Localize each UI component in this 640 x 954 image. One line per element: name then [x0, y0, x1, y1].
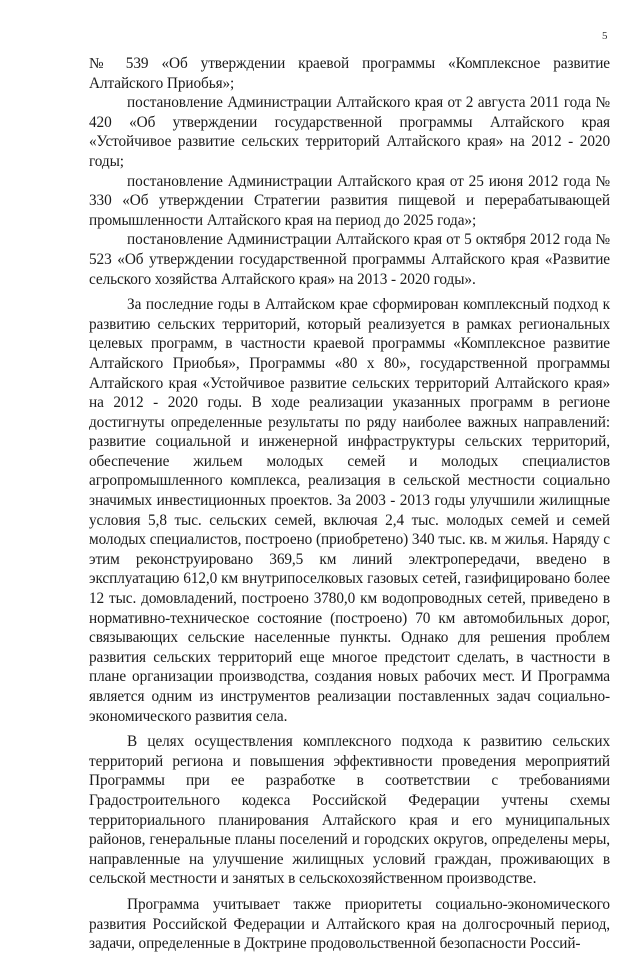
scan-artifact [457, 887, 459, 889]
paragraph-decree-2012-june: постановление Администрации Алтайского края от 25 июня 2012 года № 330 «Об утверждении Стратегии развития пищевой и перерабатывающей промышленности Алтайского края на период до 2025 года»; [89, 172, 610, 229]
document-body [89, 54, 610, 954]
paragraph-decree-2012-october: постановление Администрации Алтайского края от 5 октября 2012 года № 523 «Об утверждении государственной программы Алтайского края «Развитие сельского хозяйства Алтайского края» на 2013 - 2020 годы». [89, 231, 610, 288]
page-number: 5 [602, 30, 608, 42]
paragraph-continuation: № 539 «Об утверждении краевой программы «Комплексное развитие Алтайского Приобья»; [89, 55, 610, 92]
paragraph-results: За последние годы в Алтайском крае сформирован комплексный подход к развитию сельских территорий, который реализуется в рамках региональных целевых программ, в частности краевой программы «Комплексное развитие Алтайского Приобья», Программы «80 х 80», государственной программы Алтайского края «Устойчивое развитие сельских территорий Алтайского края» на 2012 - 2020 годы. В ходе реализации указанных программ в регионе достигнуты определенные результаты по ряду наиболее важных направлений: развитие социальной и инженерной инфраструктуры сельских территорий, обеспечение жильем молодых семей и молодых специалистов агропромышленного комплекса, реализация в сельской местности социально значимых инвестиционных проектов. За 2003 - 2013 годы улучшили жилищные условия 5,8 тыс. сельских семей, включая 2,4 тыс. молодых семей и семей молодых специалистов, построено (приобретено) 340 тыс. кв. м жилья. Наряду с этим реконструировано 369,5 км линий электропередачи, введено в эксплуатацию 612,0 км внутрипоселковых газовых сетей, газифицировано более 12 тыс. домовладений, построено 3780,0 км водопроводных сетей, приведено в нормативно-техническое состояние (построено) 70 км автомобильных дорог, связывающих сельские населенные пункты. Однако для решения проблем развития сельских территорий еще многое предстоит сделать, в частности в плане организации производства, создания новых рабочих мест. И Программа является одним из инструментов реализации поставленных задач социально-экономического развития села. [89, 296, 610, 725]
paragraph-comprehensive-approach: В целях осуществления комплексного подхода к развитию сельских территорий региона и повышения эффективности проведения мероприятий Программы при ее разработке в соответствии с требованиями Градостроительного кодекса Российской Федерации учтены схемы территориального планирования Алтайского края и его муниципальных районов, генеральные планы поселений и городских округов, определены меры, направленные на улучшение жилищных условий граждан, проживающих в сельской местности и занятых в сельскохозяйственном производстве. [89, 733, 610, 888]
paragraph-decree-2011: постановление Администрации Алтайского края от 2 августа 2011 года № 420 «Об утверждении государственной программы Алтайского края «Устойчивое развитие сельских территорий Алтайского края» на 2012 - 2020 годы; [89, 94, 610, 170]
paragraph-priorities: Программа учитывает также приоритеты социально-экономического развития Российской Федерации и Алтайского края на долгосрочный период, задачи, определенные в Доктрине продовольственной безопасности Россий- [89, 895, 610, 953]
